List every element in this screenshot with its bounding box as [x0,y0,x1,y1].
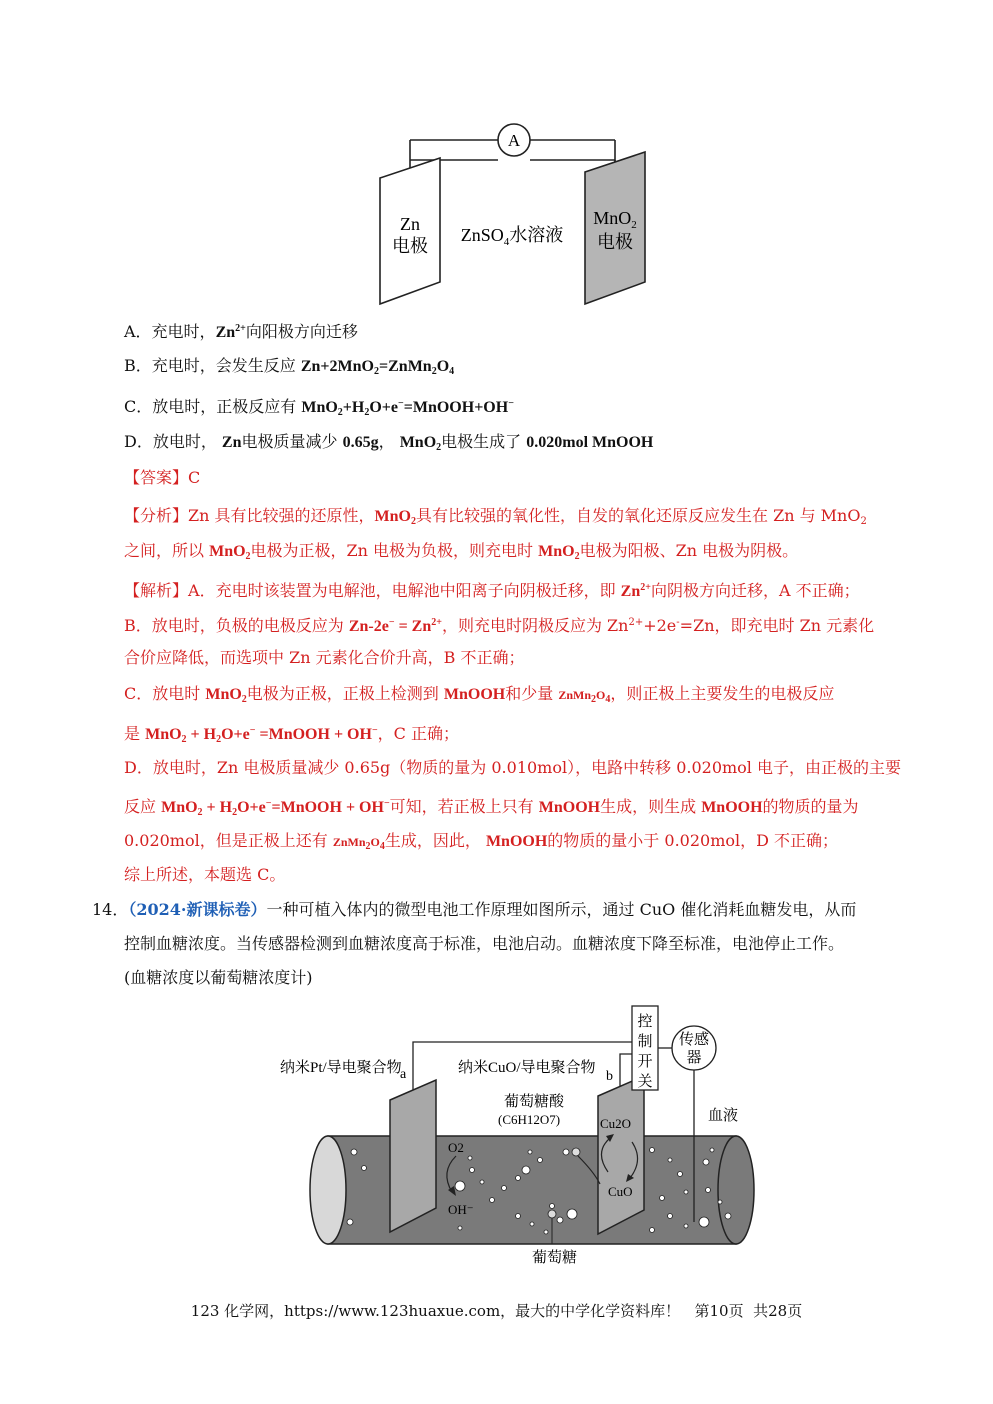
label-a: a [400,1067,407,1082]
label-cuo-polymer: 纳米CuO/导电聚合物 [458,1060,596,1076]
solution-label: ZnSO$_4$水溶液 [460,225,564,248]
solution-line-3: 合价应降低，而选项中 Zn 元素化合价升高，B 不正确； [124,648,525,667]
mno2-electrode-label: 电极 [597,232,633,252]
solution-line-5: 是 $MnO_2 + H_2O+e^-$ =MnOOH + OH−，C 正确； [124,724,459,745]
figure-battery-diagram [370,118,660,310]
solution-line-8: 0.020mol，但是正极上还有 $ZnMn_2O_4$生成，因此， MnOOH的物质的量小于 0.020mol，D 不正确； [124,831,839,852]
answer: 【答案】C [124,468,201,487]
solution-line-7: 反应 $MnO_2 + H_2O+e^-=MnOOH + OH^-$可知，若正极上只有 MnOOH生成，则生成 MnOOH的物质的量为 [124,797,859,818]
label-b: b [606,1069,613,1084]
label-o2: O2 [448,1140,464,1155]
ammeter-label: A [507,131,521,150]
page-footer: 123 化学网，https://www.123huaxue.com，最大的中学化学资料库！ 第10页 共28页 [190,1302,803,1320]
solution-line-9: 综上所述，本题选 C。 [124,865,286,884]
label-cuo: CuO [608,1184,633,1199]
sensor-label-1: 传感 [678,1032,710,1048]
solution-line-4: C．放电时 MnO$_2$电极为正极，正极上检测到 MnOOH和少量 $ZnMn_2O_4$，则正极上主要发生的电极反应 [124,684,835,705]
question-14-line-3: (血糖浓度以葡萄糖浓度计) [124,968,313,987]
zn-label: Zn [400,214,420,234]
label-gluconic-acid: 葡萄糖酸 [504,1094,565,1110]
label-cu2o: Cu2O [600,1116,632,1131]
control-char-3: 开 [637,1054,653,1070]
analysis-line-2: 之间，所以 MnO$_2$电极为正极，Zn 电极为负极，则充电时 MnO$_2$电极为阳极、Zn 电极为阴极。 [124,541,799,562]
option-b: B．充电时，会发生反应 $Zn+2MnO_2=ZnMn_2O_4$ [124,356,455,377]
control-char-2: 制 [637,1034,653,1050]
analysis-line-1: 【分析】Zn 具有比较强的还原性，MnO$_2$具有比较强的氧化性，自发的氧化还原反应发生在 Zn 与 MnO$_2$ [124,506,867,527]
option-a: A．充电时，$Zn^{2+}$向阳极方向迁移 [124,322,358,341]
question-14-line-2: 控制血糖浓度。当传感器检测到血糖浓度高于标准，电池启动。血糖浓度下降至标准，电池停止工作。 [124,934,845,953]
label-gluconic-formula: (C6H12O7) [498,1112,561,1127]
sensor-label-2: 器 [686,1050,702,1066]
solution-line-1: 【解析】A．充电时该装置为电解池，电解池中阳离子向阴极迁移，即 $Zn^{2+}$向阴极方向迁移，A 不正确； [124,581,860,600]
figure-implantable-battery [260,1002,760,1274]
label-blood: 血液 [708,1108,739,1124]
control-char-4: 关 [637,1074,653,1090]
electrode-a [390,1080,436,1232]
zn-electrode-label: 电极 [392,236,428,256]
solution-line-6: D．放电时，Zn 电极质量减少 0.65g（物质的量为 0.010mol），电路中转移 0.020mol 电子，由正极的主要 [124,758,902,777]
label-pt-polymer: 纳米Pt/导电聚合物 [280,1060,402,1076]
solution-line-2: B．放电时，负极的电极反应为 $Zn-2e^- = Zn^{2+}$，则充电时阴极反应为 $Zn^{2+}+2e^-=Zn$，即充电时 Zn 元素化 [124,616,875,635]
option-c: C．放电时，正极反应有 $MnO_2+H_2O+e^-=MnOOH+OH^-$ [124,397,514,418]
option-d: D．放电时， Zn电极质量减少 0.65g， MnO$_2$电极生成了 0.020mol MnOOH [124,432,654,453]
label-oh: OH⁻ [448,1202,474,1217]
question-14-line-1: 14．（2024·新课标卷）一种可植入体内的微型电池工作原理如图所示，通过 CuO 催化消耗血糖发电，从而 [92,900,857,919]
mno2-label: MnO$_2$ [593,208,637,231]
label-glucose: 葡萄糖 [532,1250,578,1266]
control-char-1: 控 [637,1014,653,1030]
